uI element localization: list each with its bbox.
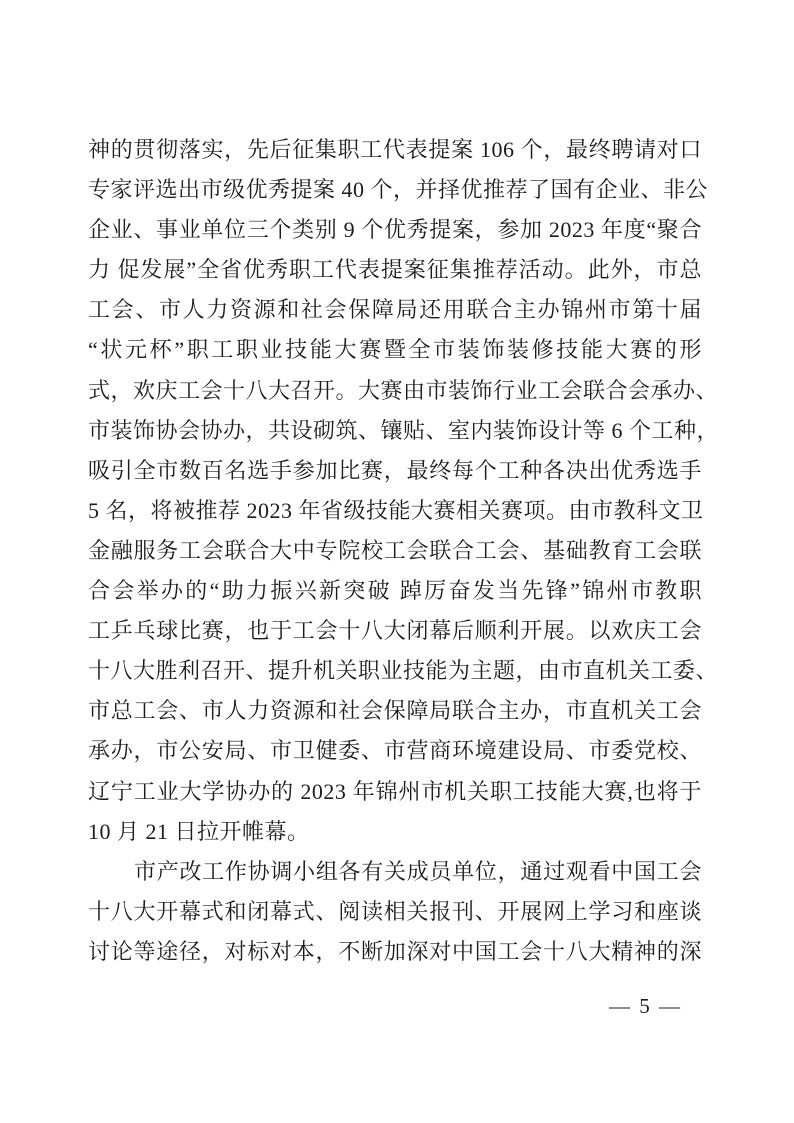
text-line: 神的贯彻落实，先后征集职工代表提案 106 个，最终聘请对口 xyxy=(88,137,702,162)
text-line: 承办，市公安局、市卫健委、市营商环境建设局、市委党校、 xyxy=(88,738,702,764)
text-line: 专家评选出市级优秀提案 40 个，并择优推荐了国有企业、非公 xyxy=(88,177,709,203)
document-text-block xyxy=(88,130,720,972)
text-line: 合会举办的“助力振兴新突破 踔厉奋发当先锋”锦州市教职 xyxy=(88,578,702,604)
text-line: 金融服务工会联合大中专院校工会联合工会、基础教育工会联 xyxy=(88,537,702,563)
text-line: “状元杯”职工职业技能大赛暨全市装饰装修技能大赛的形 xyxy=(88,337,702,363)
text-line: 10 月 21 日拉开帷幕。 xyxy=(88,818,310,844)
text-line: 十八大开幕式和闭幕式、阅读相关报刊、开展网上学习和座谈 xyxy=(88,898,702,924)
paragraph xyxy=(88,130,720,852)
text-line: 吸引全市数百名选手参加比赛，最终每个工种各决出优秀选手 xyxy=(88,457,702,483)
text-line: 市总工会、市人力资源和社会保障局联合主办，市直机关工会 xyxy=(88,698,702,724)
text-line: 讨论等途径，对标对本，不断加深对中国工会十八大精神的深 xyxy=(88,938,702,964)
text-line: 辽宁工业大学协办的 2023 年锦州市机关职工技能大赛,也将于 xyxy=(88,778,702,804)
page-number: — 5 — xyxy=(609,994,682,1018)
text-line: 企业、事业单位三个类别 9 个优秀提案，参加 2023 年度“聚合 xyxy=(88,217,702,243)
text-line: 工乒乓球比赛，也于工会十八大闭幕后顺利开展。以欢庆工会 xyxy=(88,618,702,644)
text-line: 工会、市人力资源和社会保障局还用联合主办锦州市第十届 xyxy=(88,297,702,323)
text-line: 5 名，将被推荐 2023 年省级技能大赛相关赛项。由市教科文卫 xyxy=(88,497,704,523)
text-line: 十八大胜利召开、提升机关职业技能为主题，由市直机关工委、 xyxy=(88,658,719,684)
text-line: 市产改工作协调小组各有关成员单位，通过观看中国工会 xyxy=(134,858,702,884)
text-line: 力 促发展”全省优秀职工代表提案征集推荐活动。此外，市总 xyxy=(88,257,702,283)
text-line: 市装饰协会协办，共设砌筑、镶贴、室内装饰设计等 6 个工种， xyxy=(88,417,720,443)
text-line: 式，欢庆工会十八大召开。大赛由市装饰行业工会联合会承办、 xyxy=(88,377,719,403)
paragraph xyxy=(88,852,702,972)
